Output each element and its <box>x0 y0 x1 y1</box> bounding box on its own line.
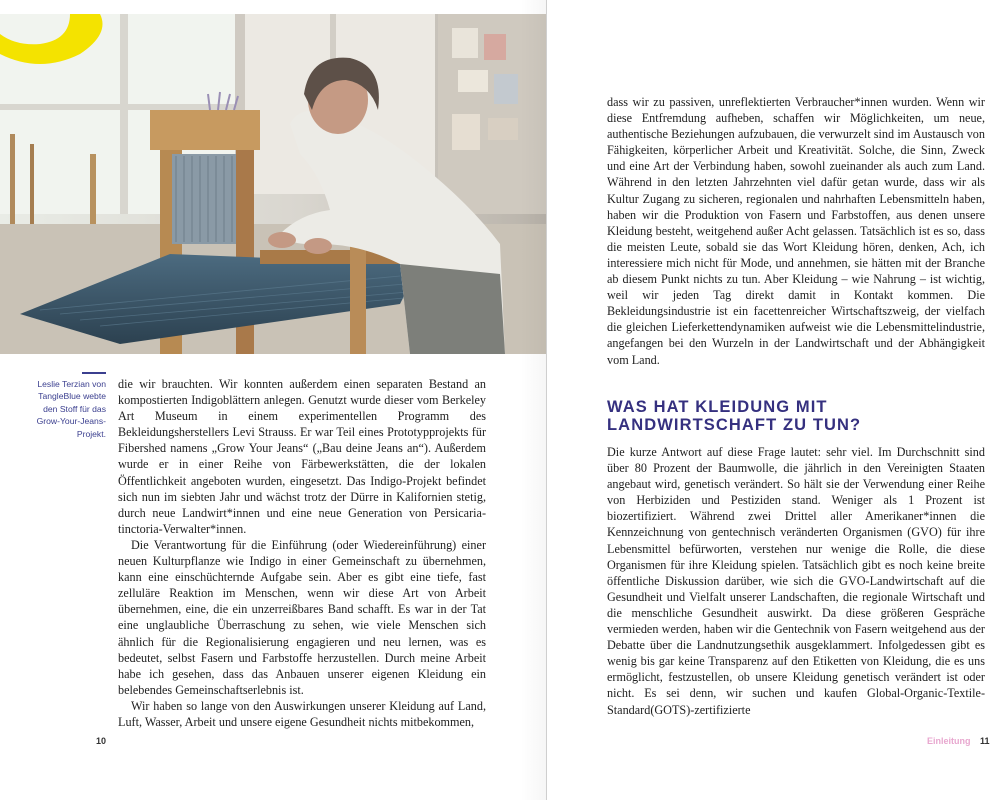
spine-shadow <box>520 0 546 800</box>
paragraph-2: Die Verantwortung für die Einführung (oder Wiedereinführung) einer neuen Kulturpflanze wie Indigo in einer Gemeinschaft zu übernehmen, kann eine einschüchternde Aufgabe sein. Aber es gibt eine tiefe, fast zelluläre Reaktion im Menschen, wenn wir diese Art von Arbeit übernehmen, eine, die ein unzerreißbares Band schafft. Es war in der Tat eine unglaubliche Überraschung zu sehen, wie viele Menschen sich ähnlich für die Regionalisierung engagieren und neu lernen, was es bedeutet, selbst Fasern und Farbstoffe herzustellen. Durch meine Arbeit habe ich gesehen, dass das Anbauen unserer eigenen Kleidung ein belebendes Gemeinschaftserlebnis ist. <box>118 537 486 697</box>
right-body-text-bottom <box>607 444 985 718</box>
right-body-text-top <box>607 94 985 368</box>
section-paragraph: Die kurze Antwort auf diese Frage lautet: sehr viel. Im Durchschnitt sind über 80 Prozent der Baumwolle, die jährlich in den Vereinigten Staaten angebaut wird, genetisch verändert. So hält sie der Verwendung einer Reihe von Herbiziden und Pestiziden stand. Weniger als 1 Prozent ist biozertifiziert. Während zwei Drittel aller Amerikaner*innen die Kennzeichnung von gentechnisch veränderten Organismen (GVO) für ihre Lebensmittel befürworten, verstehen nur wenige die Rolle, die diese Organismen für ihre Kleidung spielen. Tatsächlich gibt es noch keine breite öffentliche Diskussion darüber, wie sich die GVO-Landwirtschaft auf die Gesundheit und Vielfalt unserer Landschaften, die regionale Wirtschaft und die menschliche Gesundheit auswirkt. Da diese größeren Gespräche vermieden werden, haben wir die Gentechnik von Fasern weitgehend aus der Debatte über die Landnutzungsethik ausgeklammert. Infolgedessen gibt es wenig bis gar keine Transparenz auf den Etiketten von Kleidung, die es uns ermöglicht, festzustellen, ob unsere Kleidung genetisch verändert ist oder nicht. Es sei denn, wir suchen und kaufen Global-Organic-Textile-Standard(GOTS)-zertifizierte <box>607 445 985 717</box>
page-number-left: 10 <box>96 736 107 746</box>
paragraph-3: Wir haben so lange von den Auswirkungen unserer Kleidung auf Land, Luft, Wasser, Arbeit und unsere eigene Gesundheit nichts mitbekommen, <box>118 698 486 729</box>
running-head: Einleitung <box>927 736 971 746</box>
section-heading: WAS HAT KLEIDUNG MIT LANDWIRTSCHAFT ZU TUN? <box>607 398 862 434</box>
left-body-text <box>118 376 486 730</box>
right-page <box>547 0 1000 800</box>
weaving-photo <box>0 14 546 354</box>
photo-caption: Leslie Terzian von TangleBlue webte den Stoff für das Grow-Your-Jeans-Projekt. <box>36 379 106 439</box>
woman-at-loom-image <box>0 14 546 354</box>
caption-rule <box>82 372 106 374</box>
paragraph-1: die wir brauchten. Wir konnten außerdem einen separaten Bestand an kompostierten Indigoblättern anlegen. Genutzt wurde dieser vom Berkeley Art Museum in einem experimentellen Programm des Bekleidungsherstellers Levi Strauss. Er war Teil eines Prototypprojekts für Fibershed namens „Grow Your Jeans“ („Bau deine Jeans an“). Außerdem wurde er in einer Reihe von Färbewerkstätten, die der lokalen Öffentlichkeit angeboten wurden, eingesetzt. Das Indigo-Projekt befindet sich nun im siebten Jahr und wächst trotz der Dürre in Kalifornien stetig, durch neue Landwirt*innen und eine neue Generation von Persicaria-tinctoria-Verwalter*innen. <box>118 377 486 536</box>
page-number-right: 11 <box>980 736 990 746</box>
continued-paragraph: dass wir zu passiven, unreflektierten Verbraucher*innen wurden. Wenn wir diese Entfremdung aufheben, schaffen wir Möglichkeiten, um neue, authentische Beziehungen aufzubauen, die verwurzelt sind im Austausch von Fähigkeiten, körperlicher Arbeit und Kreativität. Solche, die Sinn, Zweck und eine Art der Verbindung haben, sowohl zueinander als auch zum Land. Während in den letzten Jahrzehnten viel dafür getan wurde, dass wir als Kultur Zugang zu sicheren, regionalen und nahrhaften Lebensmitteln haben, haben wir die Produktion von Fasern und Farbstoffen, aus denen unsere Kleidung besteht, weitgehend außer Acht gelassen. Tatsächlich ist es so, dass die meisten Leute, sobald sie das Wort Kleidung hören, denken, Ach, ich interessiere mich nicht für Mode, und annehmen, sie hätten mit der Branche ab diesem Punkt nichts zu tun. Aber Kleidung – wie Nahrung – ist wichtig, weil wir jeden Tag direkt damit in Kontakt kommen. Die Bekleidungsindustrie ist ein facettenreicher Wirtschaftszweig, der vielfach die gleichen Lieferkettendynamiken aufweist wie die Lebensmittelindustrie, angefangen bei den Wurzeln in der Landwirtschaft und der Abhängigkeit vom Land. <box>607 95 985 367</box>
